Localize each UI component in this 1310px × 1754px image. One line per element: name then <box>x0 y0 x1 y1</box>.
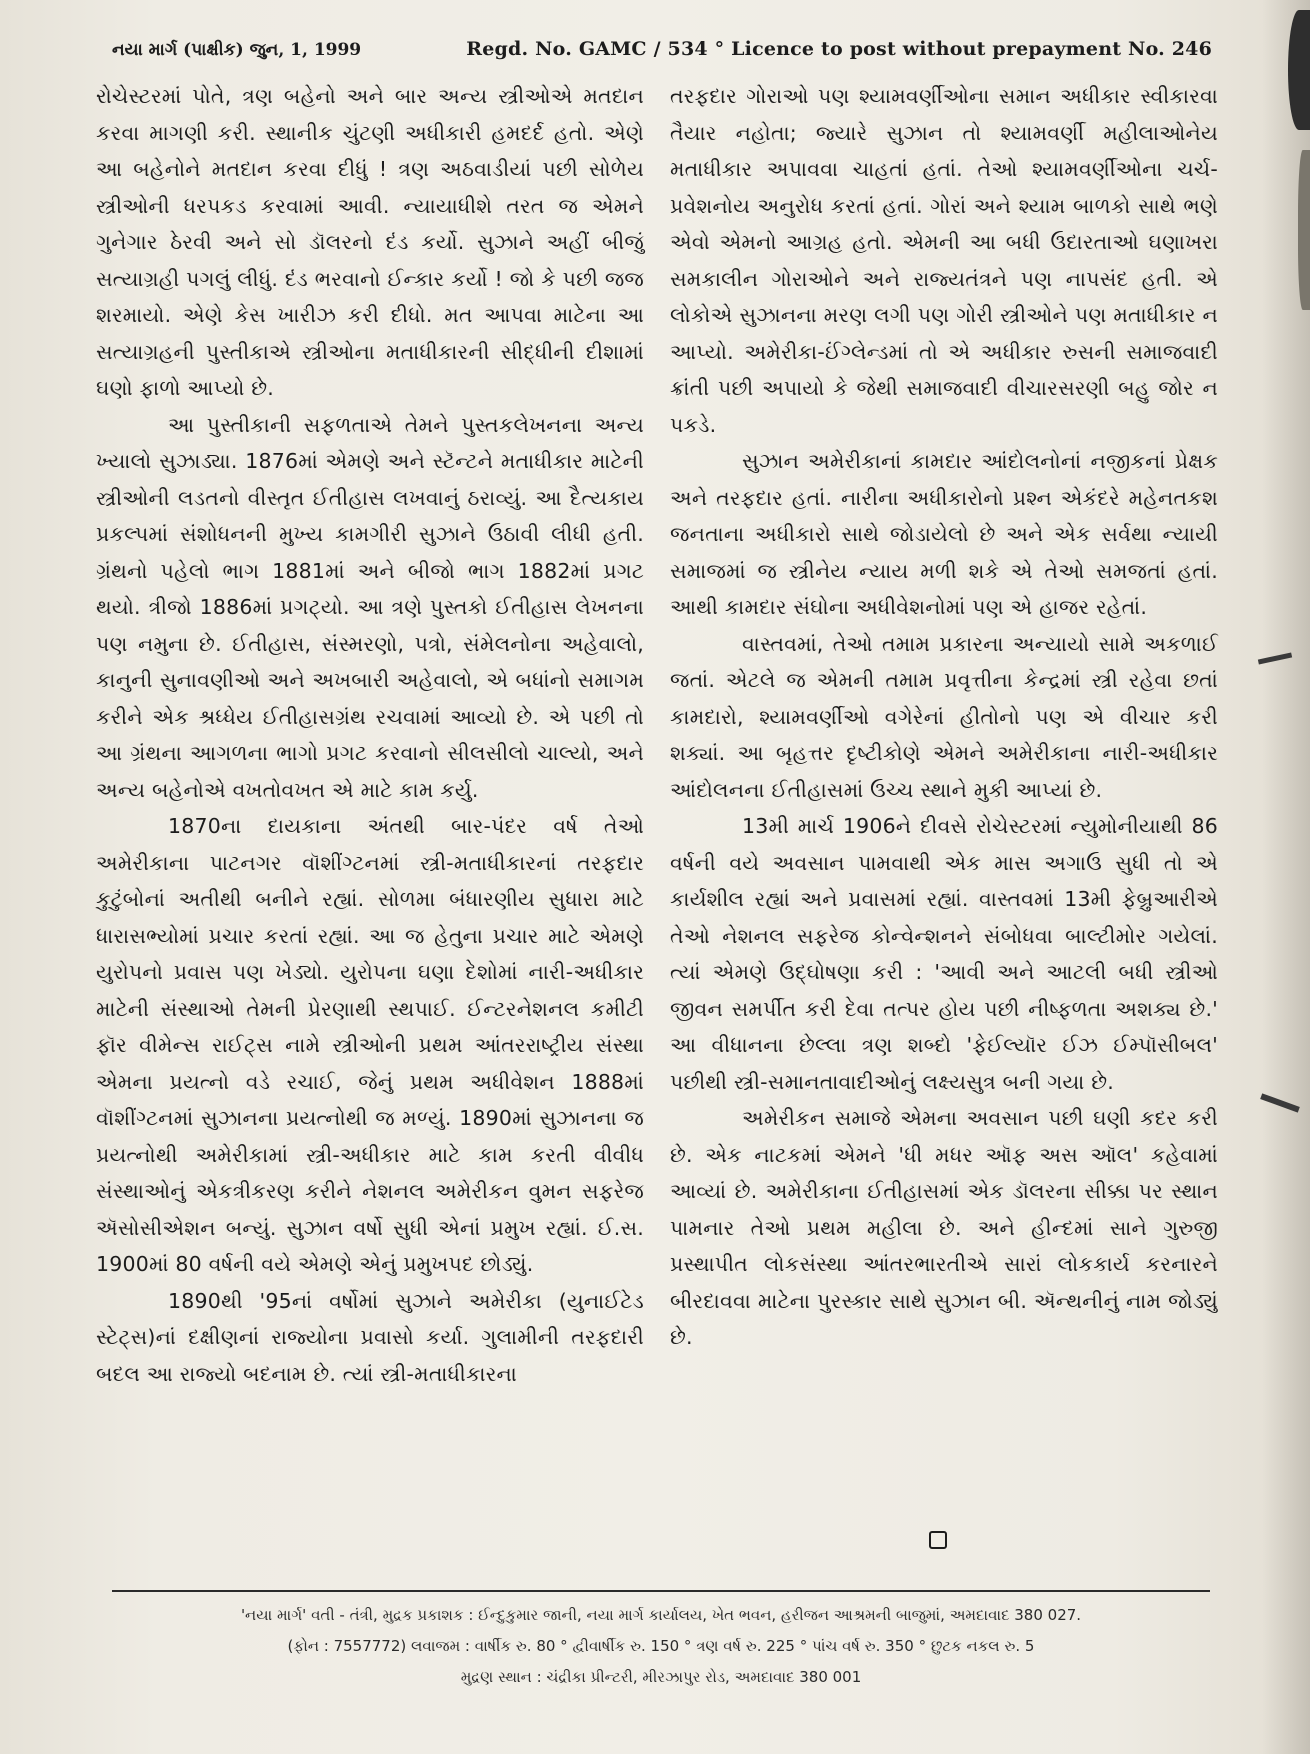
header-registration: Regd. No. GAMC / 534 ° Licence to post without prepayment No. 246 <box>466 38 1212 60</box>
paragraph: 1890થી '95નાં વર્ષોમાં સુઝાને અમેરીકા (યુનાઈટેડ સ્ટેટ્સ)નાં દક્ષીણનાં રાજ્યોના પ્રવાસો કર્યા. ગુલામીની તરફદારી બદલ આ રાજ્યો બદનામ છે. ત્યાં સ્ત્રી-મતાધીકારના <box>96 1288 644 1386</box>
paragraph: 13મી માર્ચ 1906ને દીવસે રોચેસ્ટરમાં ન્યુમોનીયાથી 86 વર્ષની વયે અવસાન પામવાથી એક માસ અગાઉ સુધી તો એ કાર્યશીલ રહ્યાં અને પ્રવાસમાં રહ્યાં. વાસ્તવમાં 13મી ફેબ્રુઆરીએ તેઓ નેશનલ સફરેજ કોન્વેન્શનને સંબોધવા બાલ્ટીમોર ગયેલાં. ત્યાં એમણે ઉદ્ઘોષણા કરી : 'આવી અને આટલી બધી સ્ત્રીઓ જીવન સમર્પીત કરી દેવા તત્પર હોય પછી નીષ્ફળતા અશક્ય છે.' આ વીધાનના છેલ્લા ત્રણ શબ્દો 'ફેઈલ્યૉર ઈઝ ઈમ્પૉસીબલ' પછીથી સ્ત્રી-સમાનતાવાદીઓનું લક્ષ્યસુત્ર બની ગયા છે. <box>670 814 1218 1094</box>
footer-printer-line: મુદ્રણ સ્થાન : ચંદ્રીકા પ્રીન્ટરી, મીરઝાપુર રોડ, અમદાવાદ 380 001 <box>460 1668 862 1686</box>
torn-edge-mark <box>1288 10 1310 130</box>
imprint-footer <box>112 1600 1210 1693</box>
right-column <box>670 78 1218 1356</box>
torn-edge-mark <box>1298 150 1310 310</box>
paragraph: 1870ના દાયકાના અંતથી બાર-પંદર વર્ષ તેઓ અમેરીકાના પાટનગર વૉશીંગ્ટનમાં સ્ત્રી-મતાધીકારનાં તરફદાર કુટુંબોનાં અતીથી બનીને રહ્યાં. સોળમા બંધારણીય સુધારા માટે ધારાસભ્યોમાં પ્રચાર કરતાં રહ્યાં. આ જ હેતુના પ્રચાર માટે એમણે યુરોપનો પ્રવાસ પણ ખેડ્યો. યુરોપના ઘણા દેશોમાં નારી-અધીકાર માટેની સંસ્થાઓ તેમની પ્રેરણાથી સ્થપાઈ. ઈન્ટરનેશનલ કમીટી ફૉર વીમેન્સ રાઈટ્સ નામે સ્ત્રીઓની પ્રથમ આંતરરાષ્ટ્રીય સંસ્થા એમના પ્રયત્નો વડે રચાઈ, જેનું પ્રથમ અધીવેશન 1888માં વૉશીંગ્ટનમાં સુઝાનના પ્રયત્નોથી જ મળ્યું. 1890માં સુઝાનના જ પ્રયત્નોથી અમેરીકામાં સ્ત્રી-અધીકાર માટે કામ કરતી વીવીધ સંસ્થાઓનું એકત્રીકરણ કરીને નેશનલ અમેરીકન વુમન સફરેજ ઍસોસીએશન બન્યું. સુઝાન વર્ષો સુધી એનાં પ્રમુખ રહ્યાં. ઈ.સ. 1900માં 80 વર્ષની વયે એમણે એનું પ્રમુખપદ છોડ્યું. <box>96 814 644 1276</box>
footer-divider <box>112 1590 1210 1592</box>
footer-publisher-line: 'નયા માર્ગ' વતી - તંત્રી, મુદ્રક પ્રકાશક : ઈન્દુકુમાર જાની, નયા માર્ગ કાર્યાલય, ખેત ભવન, હરીજન આશ્રમની બાજુમાં, અમદાવાદ 380 027. <box>240 1606 1082 1624</box>
paragraph: તરફદાર ગોરાઓ પણ શ્યામવર્ણીઓના સમાન અધીકાર સ્વીકારવા તૈયાર નહોતા; જ્યારે સુઝાન તો શ્યામવર્ણી મહીલાઓનેય મતાધીકાર અપાવવા ચાહતાં હતાં. તેઓ શ્યામવર્ણીઓના ચર્ચ-પ્રવેશનોય અનુરોધ કરતાં હતાં. ગોરાં અને શ્યામ બાળકો સાથે ભણે એવો એમનો આગ્રહ હતો. એમની આ બધી ઉદારતાઓ ઘણાખરા સમકાલીન ગોરાઓને અને રાજ્યતંત્રને પણ નાપસંદ હતી. એ લોકોએ સુઝાનના મરણ લગી પણ ગોરી સ્ત્રીઓને પણ મતાધીકાર ન આપ્યો. અમેરીકા-ઈંગ્લેન્ડમાં તો એ અધીકાર રુસની સમાજવાદી ક્રાંતી પછી અપાયો કે જેથી સમાજવાદી વીચારસરણી બહુ જોર ન પકડે. <box>670 84 1218 437</box>
running-header <box>112 30 1212 70</box>
article-end-square-icon <box>929 1531 947 1549</box>
left-column <box>96 78 644 1392</box>
paragraph: અમેરીકન સમાજે એમના અવસાન પછી ઘણી કદર કરી છે. એક નાટકમાં એમને 'ધી મધર ઑફ અસ ઑલ' કહેવામાં આવ્યાં છે. અમેરીકાના ઈતીહાસમાં એક ડૉલરના સીક્કા પર સ્થાન પામનાર તેઓ પ્રથમ મહીલા છે. અને હીન્દમાં સાને ગુરુજી પ્રસ્થાપીત લોકસંસ્થા આંતરભારતીએ સારાં લોકકાર્ય કરનારને બીરદાવવા માટેના પુરસ્કાર સાથે સુઝાન બી. ઍન્થનીનું નામ જોડ્યું છે. <box>670 1106 1218 1349</box>
header-issue-info: નયા માર્ગ (પાક્ષીક) જુન, 1, 1999 <box>112 40 362 60</box>
paragraph: સુઝાન અમેરીકાનાં કામદાર આંદોલનોનાં નજીકનાં પ્રેક્ષક અને તરફદાર હતાં. નારીના અધીકારોનો પ્રશ્ન એકંદરે મહેનતકશ જનતાના અધીકારો સાથે જોડાયેલો છે અને એક સર્વથા ન્યાયી સમાજમાં જ સ્ત્રીનેય ન્યાય મળી શકે એ તેઓ સમજતાં હતાં. આથી કામદાર સંઘોના અધીવેશનોમાં પણ એ હાજર રહેતાં. <box>670 449 1218 619</box>
paragraph: આ પુસ્તીકાની સફળતાએ તેમને પુસ્તકલેખનના અન્ય ખ્યાલો સુઝાડ્યા. 1876માં એમણે અને સ્ટૅન્ટને મતાધીકાર માટેની સ્ત્રીઓની લડતનો વીસ્તૃત ઈતીહાસ લખવાનું ઠરાવ્યું. આ દૈત્યકાય પ્રકલ્પમાં સંશોધનની મુખ્ય કામગીરી સુઝાને ઉઠાવી લીધી હતી. ગ્રંથનો પહેલો ભાગ 1881માં અને બીજો ભાગ 1882માં પ્રગટ થયો. ત્રીજો 1886માં પ્રગટ્યો. આ ત્રણે પુસ્તકો ઈતીહાસ લેખનના પણ નમુના છે. ઈતીહાસ, સંસ્મરણો, પત્રો, સંમેલનોના અહેવાલો, કાનુની સુનાવણીઓ અને અખબારી અહેવાલો, એ બધાંનો સમાગમ કરીને એક શ્રધ્ધેય ઈતીહાસગ્રંથ રચવામાં આવ્યો છે. એ પછી તો આ ગ્રંથના આગળના ભાગો પ્રગટ કરવાનો સીલસીલો ચાલ્યો, અને અન્ય બહેનોએ વખતોવખત એ માટે કામ કર્યુ. <box>96 412 644 802</box>
paragraph: વાસ્તવમાં, તેઓ તમામ પ્રકારના અન્યાયો સામે અકળાઈ જતાં. એટલે જ એમની તમામ પ્રવૃત્તીના કેન્દ્રમાં સ્ત્રી રહેવા છતાં કામદારો, શ્યામવર્ણીઓ વગેરેનાં હીતોનો પણ એ વીચાર કરી શક્યાં. આ બૃહત્તર દૃષ્ટીકોણે એમને અમેરીકાના નારી-અધીકાર આંદોલનના ઈતીહાસમાં ઉચ્ચ સ્થાને મુકી આપ્યાં છે. <box>670 631 1218 802</box>
footer-subscription-line: (ફોન : 7557772) લવાજમ : વાર્ષીક રુ. 80 ° દ્વીવાર્ષીક રુ. 150 ° ત્રણ વર્ષ રુ. 225 ° પાંચ વર્ષ રુ. 350 ° છુટક નકલ રુ. 5 <box>287 1637 1035 1655</box>
paragraph: રોચેસ્ટરમાં પોતે, ત્રણ બહેનો અને બાર અન્ય સ્ત્રીઓએ મતદાન કરવા માગણી કરી. સ્થાનીક ચુંટણી અધીકારી હમદર્દ હતો. એણે આ બહેનોને મતદાન કરવા દીધું ! ત્રણ અઠવાડીયાં પછી સોળેય સ્ત્રીઓની ધરપકડ કરવામાં આવી. ન્યાયાધીશે તરત જ એમને ગુનેગાર ઠેરવી અને સો ડૉલરનો દંડ કર્યો. સુઝાને અહીં બીજું સત્યાગ્રહી પગલું લીધું. દંડ ભરવાનો ઈન્કાર કર્યો ! જો કે પછી જજ શરમાયો. એણે કેસ ખારીઝ કરી દીધો. મત આપવા માટેના આ સત્યાગ્રહની પુસ્તીકાએ સ્ત્રીઓના મતાધીકારની સીદ્ધીની દીશામાં ઘણો ફાળો આપ્યો છે. <box>96 84 644 400</box>
